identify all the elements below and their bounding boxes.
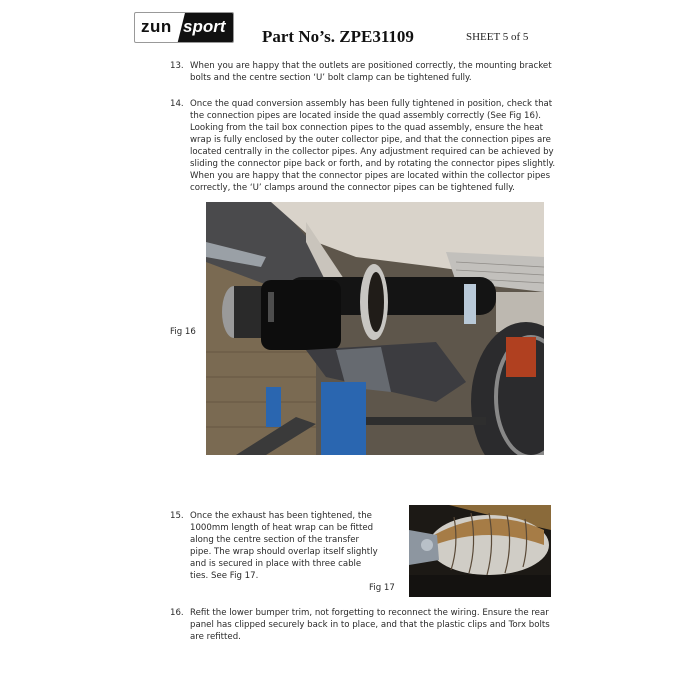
- step-text: Refit the lower bumper trim, not forgetting to reconnect the wiring. Ensure the rear panel has clipped securely back in to place, and that the plastic clips and Torx bolts are refitted.: [190, 608, 550, 642]
- zunsport-logo: [134, 12, 234, 43]
- fig-16-label: Fig 16: [170, 327, 196, 337]
- step-16: [170, 607, 560, 643]
- step-14: [170, 98, 560, 194]
- step-13: [170, 60, 560, 84]
- sheet-number: SHEET 5 of 5: [466, 31, 529, 43]
- fig-16-image: [206, 202, 544, 455]
- step-text: When you are happy that the outlets are positioned correctly, the mounting bracket bolts and the centre section ‘U’ bolt clamp can be tightened fully.: [190, 61, 552, 83]
- step-number: 14.: [170, 99, 184, 109]
- page-title: Part No’s. ZPE31109: [262, 27, 414, 46]
- step-number: 15.: [170, 511, 184, 521]
- logo-right-text: sport: [183, 17, 226, 36]
- step-text: Once the quad conversion assembly has been fully tightened in position, check that the connection pipes are located inside the quad assembly correctly (See Fig 16). Looking from the tail box connection pipes to the quad assembly, ensure the heat wrap is fully enclosed by the outer collector pipe, and that the connection pipes are located centrally in the collector pipes. Any adjustment required can be achieved by sliding the connector pipe back or forth, and by rotating the connector pipes slightly. When you are happy that the connector pipes are located within the collector pipes correctly, the ‘U’ clamps around the connector pipes can be tightened fully.: [190, 99, 556, 193]
- step-number: 13.: [170, 61, 184, 71]
- logo-left-text: zun: [141, 17, 172, 36]
- step-text: Once the exhaust has been tightened, the 1000mm length of heat wrap can be fitted along the centre section of the transfer pipe. The wrap should overlap itself slightly and is secured in place with three cable ties. See Fig 17.: [190, 511, 378, 581]
- step-number: 16.: [170, 608, 184, 618]
- fig-17-image: [409, 505, 551, 597]
- heat-wrap-photo-icon: [409, 505, 551, 597]
- exhaust-photo-icon: [206, 202, 544, 455]
- step-15: [170, 510, 380, 582]
- fig-17-label: Fig 17: [369, 583, 395, 593]
